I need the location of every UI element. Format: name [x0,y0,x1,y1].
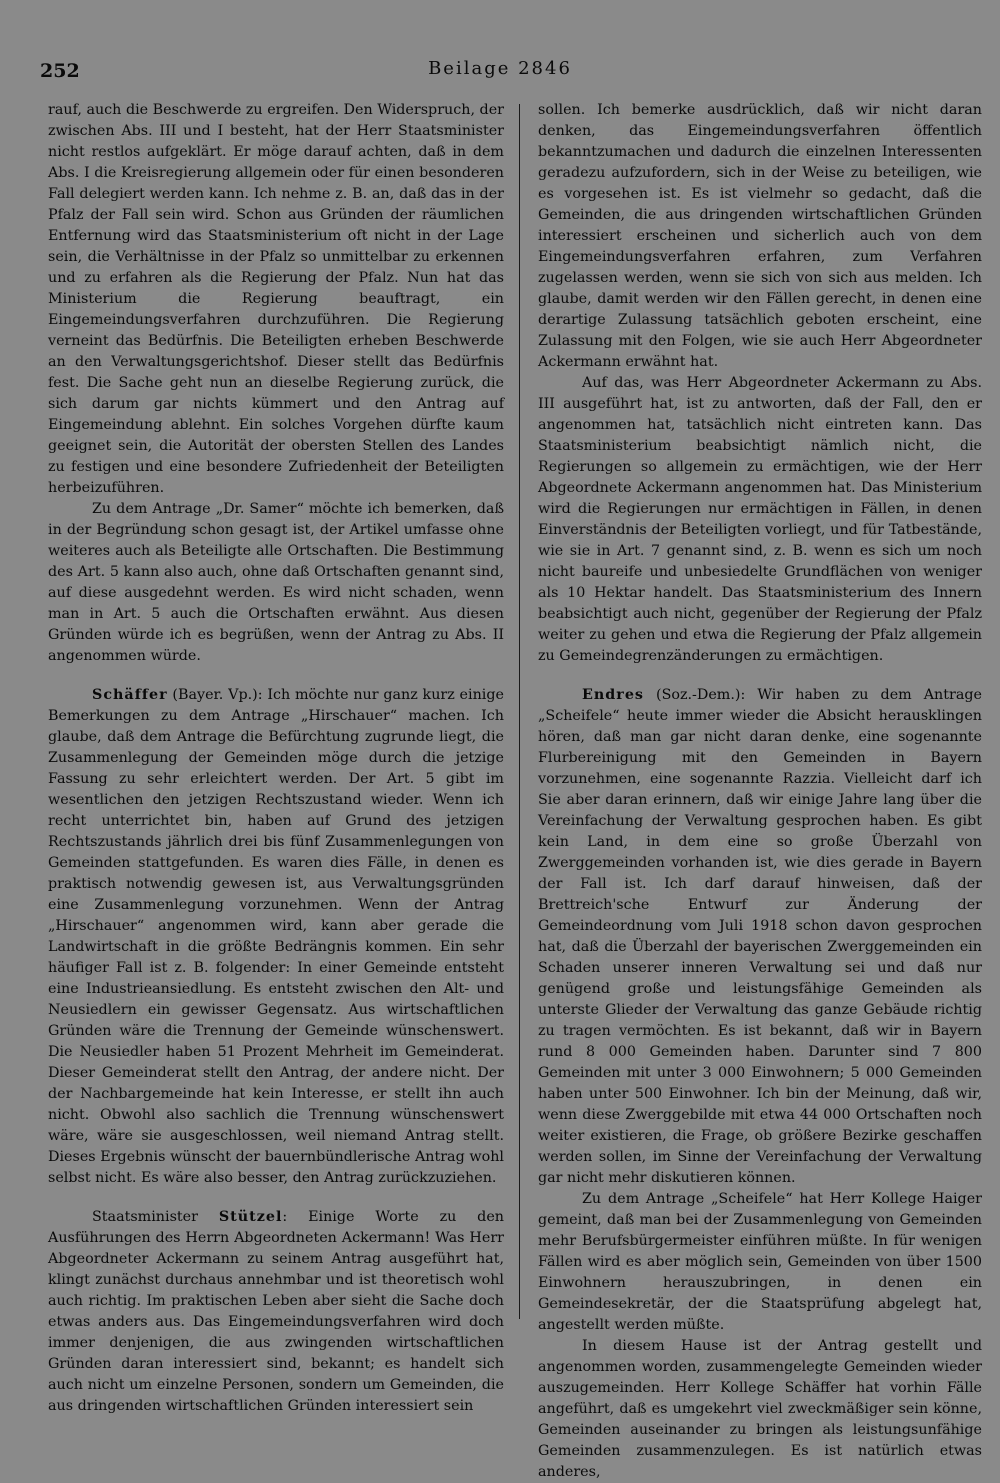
paragraph: Zu dem Antrage „Dr. Samer“ möchte ich bemerken, daß in der Begründung schon gesagt ist, der Artikel umfasse ohne weiteres auch als Beteiligte alle Ortschaften. Die Bestimmung des Art. 5 kann also auch, ohne daß Ortschaften genannt sind, auf diese ausgedehnt werden. Es wird nicht schaden, wenn man in Art. 5 auch die Ortschaften erwähnt. Aus diesen Gründen würde ich es begrüßen, wenn der Antrag zu Abs. II angenommen würde. [48,501,504,664]
speaker-name: Endres [582,687,644,703]
column-divider [519,104,520,1319]
speech-text: Wir haben zu dem Antrage „Scheifele“ heute immer wieder die Absicht herausklingen hören, daß man gar nicht daran denke, eine sogenannte Flurbereinigung mit den Gemeinden in Bayern vorzunehmen, eine sogenannte Razzia. Vielleicht darf ich Sie aber daran erinnern, daß wir einige Jahre lang über die Vereinfachung der Verwaltung gesprochen haben. Es gibt kein Land, in dem eine so große Überzahl von Zwerggemeinden vorhanden ist, wie dies gerade in Bayern der Fall ist. Ich darf darauf hinweisen, daß der Brettreich'sche Entwurf zur Änderung der Gemeindeordnung vom Juli 1918 schon davon gesprochen hat, daß die Überzahl der bayerischen Zwerggemeinden ein Schaden unserer inneren Verwaltung sei und daß nur genügend große und leistungsfähige Gemeinden als unterste Glieder der Verwaltung das ganze Gebäude richtig zu tragen vermöchten. Es ist bekannt, daß wir in Bayern rund 8 000 Gemeinden haben. Darunter sind 7 800 Gemeinden mit unter 3 000 Einwohnern; 5 000 Gemeinden haben unter 500 Einwohner. Ich bin der Meinung, daß wir, wenn diese Zwerggebilde mit etwa 44 000 Ortschaften noch weiter existieren, die Frage, ob größere Bezirke geschaffen werden sollen, im Sinne der Vereinfachung der Verwaltung gar nicht mehr diskutieren können. [538,687,982,1186]
speaker-name: Stützel [218,1209,283,1225]
paragraph: Zu dem Antrage „Scheifele“ hat Herr Kollege Haiger gemeint, daß man bei der Zusammenlegung von Gemeinden mehr Berufsbürgermeister einführen müßte. In für wenigen Fällen wird es aber möglich sein, Gemeinden von über 1500 Einwohnern herauszubringen, in denen ein Gemeindesekretär, der die Staatsprüfung abgelegt hat, angestellt werden müßte. [538,1191,982,1333]
page-number: 252 [40,60,80,82]
paragraph: In diesem Hause ist der Antrag gestellt und angenommen worden, zusammengelegte Gemeinden wieder auszugemeinden. Herr Kollege Schäffer hat vorhin Fälle angeführt, daß es umgekehrt viel zweckmäßiger sein könne, Gemeinden auseinander zu bringen als leistungsunfähige Gemeinden zusammenzulegen. Es ist natürlich etwas anderes, [538,1338,982,1480]
speech-text: Ich möchte nur ganz kurz einige Bemerkungen zu dem Antrage „Hirschauer“ machen. Ich glaube, daß dem Antrage die Befürchtung zugrunde liegt, die Zusammenlegung der Gemeinden möge durch die jetzige Fassung zu sehr erleichtert werden. Der Art. 5 gibt im wesentlichen den jetzigen Rechtszustand wieder. Wenn ich recht unterrichtet bin, haben auf Grund des jetzigen Rechtszustands jährlich drei bis fünf Zusammenlegungen von Gemeinden stattgefunden. Es waren dies Fälle, in denen es praktisch notwendig gewesen ist, aus Verwaltungsgründen eine Zusammenlegung vorzunehmen. Wenn der Antrag „Hirschauer“ angenommen wird, kann aber gerade die Landwirtschaft in die größte Bedrängnis kommen. Ein sehr häufiger Fall ist z. B. folgender: In einer Gemeinde entsteht eine Industrieansiedlung. Es entsteht zwischen den Alt- und Neusiedlern ein gewisser Gegensatz. Aus wirtschaftlichen Gründen wäre die Trennung der Gemeinde wünschenswert. Die Neusiedler haben 51 Prozent Mehrheit im Gemeinderat. Dieser Gemeinderat stellt den Antrag, der andere nicht. Der der Nachbargemeinde hat kein Interesse, er stellt ihn auch nicht. Obwohl also sachlich die Trennung wünschenswert wäre, wäre sie ausgeschlossen, weil niemand Antrag stellt. Dieses Ergebnis wünscht der bauernbündlerische Antrag wohl selbst nicht. Es wäre also besser, den Antrag zurückzuziehen. [48,687,504,1186]
speaker-party: (Soz.-Dem.): [643,687,758,703]
speaker-party: : [282,1209,309,1225]
speech-stuetzel [48,1207,504,1417]
paragraph: sollen. Ich bemerke ausdrücklich, daß wir nicht daran denken, das Eingemeindungsverfahren öffentlich bekanntzumachen und dadurch die einzelnen Interessenten geradezu aufzufordern, sich in der Weise zu beteiligen, wie es vorgesehen ist. Es ist vielmehr so gedacht, daß die Gemeinden, die aus dringenden wirtschaftlichen Gründen interessiert erscheinen und sicherlich auch von dem Eingemeindungsverfahren erfahren, zum Verfahren zugelassen werden, wenn sie sich von sich aus melden. Ich glaube, damit werden wir den Fällen gerecht, in denen eine derartige Zulassung tatsächlich geboten erscheint, eine Zulassung mit den Folgen, wie sie auch Herr Abgeordneter Ackermann erwähnt hat. [538,102,982,370]
speech-endres [538,685,982,1189]
paragraph: rauf, auch die Beschwerde zu ergreifen. Den Widerspruch, der zwischen Abs. III und I besteht, hat der Herr Staatsminister nicht restlos aufgeklärt. Er möge darauf achten, daß in dem Abs. I die Kreisregierung allgemein oder für einen besonderen Fall delegiert werden kann. Ich nehme z. B. an, daß das in der Pfalz der Fall sein wird. Schon aus Gründen der räumlichen Entfernung wird das Staatsministerium oft nicht in der Lage sein, die Verhältnisse in der Pfalz so unmittelbar zu erkennen und zu erfahren als die Regierung der Pfalz. Nun hat das Ministerium die Regierung beauftragt, ein Eingemeindungsverfahren durchzuführen. Die Regierung verneint das Bedürfnis. Die Beteiligten erheben Beschwerde an den Verwaltungsgerichtshof. Dieser stellt das Bedürfnis fest. Die Sache geht nun an dieselbe Regierung zurück, die sich darum gar nichts kümmert und den Antrag auf Eingemeindung ablehnt. Ein solches Vorgehen dürfte kaum geeignet sein, die Autorität der obersten Stellen des Landes zu festigen und eine besondere Zufriedenheit der Beteiligten herbeizuführen. [48,102,504,496]
speaker-party: (Bayer. Vp.): [167,687,268,703]
speaker-title: Staatsminister [92,1209,219,1225]
right-column [538,100,982,1483]
page-header: Beilage 2846 [428,58,572,79]
speech-schaeffer [48,685,504,1189]
speech-text: Einige Worte zu den Ausführungen des Herrn Abgeordneten Ackermann! Was Herr Abgeordneter Ackermann zu seinem Antrag ausgeführt hat, klingt zunächst durchaus annehmbar und ist theoretisch wohl auch richtig. Im praktischen Leben aber sieht die Sache doch etwas anders aus. Das Eingemeindungsverfahren wird doch immer denjenigen, die aus zwingenden wirtschaftlichen Gründen daran interessiert sind, bekannt; es handelt sich auch nicht um einzelne Personen, sondern um Gemeinden, die aus dringenden wirtschaftlichen Gründen interessiert sein [48,1209,504,1414]
paragraph: Auf das, was Herr Abgeordneter Ackermann zu Abs. III ausgeführt hat, ist zu antworten, daß der Fall, den er angenommen hat, tatsächlich nicht eintreten kann. Das Staatsministerium beabsichtigt nämlich nicht, die Regierungen so allgemein zu ermächtigen, wie der Herr Abgeordnete Ackermann angenommen hat. Das Ministerium wird die Regierungen nur ermächtigen in Fällen, in denen Einverständnis der Beteiligten vorliegt, und für Tatbestände, wie sie in Art. 7 genannt sind, z. B. wenn es sich um noch nicht baureife und unbesiedelte Grundflächen von weniger als 10 Hektar handelt. Das Staatsministerium des Innern beabsichtigt auch nicht, gegenüber der Regierung der Pfalz weiter zu gehen und etwa die Regierung der Pfalz allgemein zu Gemeindegrenzänderungen zu ermächtigen. [538,375,982,664]
speaker-name: Schäffer [92,687,168,703]
left-column [48,100,504,1417]
